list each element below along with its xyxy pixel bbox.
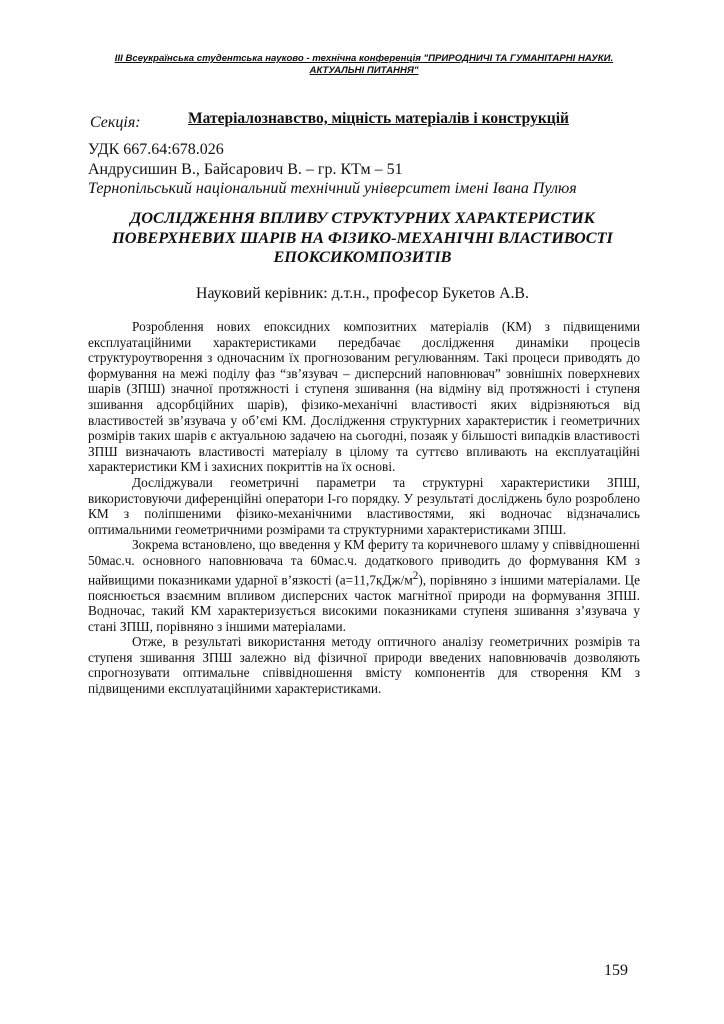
title-line-2: ПОВЕРХНЕВИХ ШАРІВ НА ФІЗИКО-МЕХАНІЧНІ ВЛАСТИВОСТІ — [112, 227, 613, 247]
paragraph-3-part-2: ), порівняно з іншими матеріалами. Це пояснюється взаємним впливом дисперсних часток магнітної природи на формування ЗПШ. Водночас, такий КМ характеризується високими показниками ступеня зшивання з’язувача у стані ЗПШ, порівняно з іншими матеріалами. — [88, 571, 641, 634]
conference-header — [70, 53, 658, 77]
section-label: Секція: — [90, 114, 141, 131]
section-row — [90, 110, 650, 132]
body-text — [88, 319, 640, 697]
paper-title — [75, 208, 650, 267]
conference-header-line-2: АКТУАЛЬНІ ПИТАННЯ" — [309, 65, 419, 76]
supervisor: Науковий керівник: д.т.н., професор Букетов А.В. — [196, 285, 529, 302]
title-line-1: ДОСЛІДЖЕННЯ ВПЛИВУ СТРУКТУРНИХ ХАРАКТЕРИСТИК — [130, 208, 595, 227]
authors: Андрусишин В., Байсарович В. – гр. КТм – 51 — [88, 160, 403, 178]
paragraph-1: Розроблення нових епоксидних композитних матеріалів (КМ) з підвищеними експлуатаційними характеристиками передбачає дослідження динаміки процесів структуроутворення з одночасним їх прогнозованим регулюванням. Такі процеси приводять до формування на межі поділу фаз “зв’язувач – дисперсний наповнювач” зовнішніх поверхневих шарів (ЗПШ) значної протяжності і ступеня зшивання (на відміну від протяжності і ступеня зшивання адсорбційних шарів), фізико-механічні властивості яких відрізняються від властивостей зв’язувача у об’ємі КМ. Дослідження структурних характеристик і геометричних розмірів таких шарів є актуальною задачею на сьогодні, позаяк у більшості випадків властивості ЗПШ визначають властивості матеріалу в цілому та суттєво впливають на експлуатаційні характеристики КМ і захисних покриттів на їх основі. — [88, 319, 640, 475]
title-line-3: ЕПОКСИКОМПОЗИТІВ — [273, 247, 452, 266]
conference-header-line-1: ІІІ Всеукраїнська студентська науково - технічна конференція "ПРИРОДНИЧІ ТА ГУМАНІТАРНІ НАУКИ. — [114, 53, 614, 64]
university: Тернопільський національний технічний університет імені Івана Пулюя — [88, 180, 577, 197]
section-name: Матеріалознавство, міцність матеріалів і конструкцій — [188, 110, 569, 127]
paper-meta — [88, 140, 648, 199]
paragraph-3-part-1: Зокрема встановлено, що введення у КМ фериту та коричневого шламу у співвідношенні 50мас.ч. основного наповнювача та 60мас.ч. додаткового приводить до формування КМ з найвищими показниками ударної в’язкості (а=11,7кДж/м — [88, 537, 640, 587]
udc-code: УДК 667.64:678.026 — [88, 141, 224, 158]
paragraph-2: Досліджували геометричні параметри та структурні характеристики ЗПШ, використовуючи диференційні оператори І-го порядку. У результаті досліджень було розроблено КМ з поліпшеними фізико-механічними властивостями, які водночас відзначались оптимальними геометричними розмірами та структурними характеристиками ЗПШ. — [88, 474, 640, 537]
paragraph-4: Отже, в результаті використання методу оптичного аналізу геометричних розмірів та ступеня зшивання ЗПШ залежно від фізичної природи введених наповнювачів дозволяють спрогнозувати оптимальне співвідношення вмісту компонентів для створення КМ з підвищеними експлуатаційними характеристиками. — [88, 634, 640, 697]
paragraph-3 — [88, 537, 640, 634]
superscript: 2 — [412, 569, 419, 582]
page-number: 159 — [604, 962, 628, 979]
